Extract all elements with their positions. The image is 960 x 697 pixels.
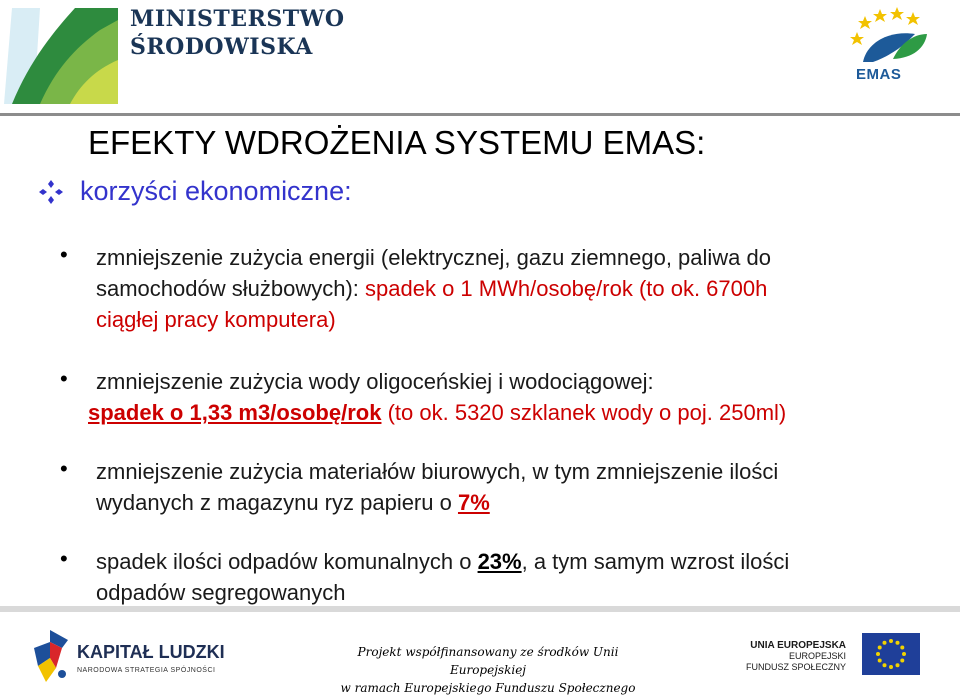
item-line: ciągłej pracy komputera) (96, 307, 336, 332)
eu-star-icon (896, 641, 900, 645)
kapital-ludzki-logo-icon (28, 628, 72, 684)
header-divider (0, 113, 960, 116)
eu-label-line: EUROPEJSKI (789, 651, 847, 661)
item-line: odpadów segregowanych (96, 580, 346, 605)
highlight-value: 7% (457, 490, 490, 515)
item-text: , a tym samym wzrost ilości (521, 549, 790, 574)
subtitle (38, 176, 352, 207)
diamond-bullet-icon (38, 179, 64, 205)
list-item (88, 366, 787, 428)
item-text: (to ok. 5320 szklanek wody o poj. 250ml) (381, 400, 787, 425)
eu-star-icon (883, 641, 887, 645)
eu-label-line: FUNDUSZ SPOŁECZNY (746, 662, 847, 672)
eu-star-icon (889, 665, 893, 669)
item-line (96, 273, 771, 304)
item-text: wydanych z magazynu ryz papieru o (96, 490, 458, 515)
eu-star-icon (878, 659, 882, 663)
eu-star-icon (900, 646, 904, 650)
item-line: zmniejszenie zużycia materiałów biurowych, w tym zmniejszenie ilości (96, 459, 779, 484)
item-line (96, 487, 778, 518)
item-line (96, 546, 789, 577)
project-note-line: w ramach Europejskiego Funduszu Społecznego (340, 681, 636, 695)
ministry-name-line2: ŚRODOWISKA (130, 34, 313, 60)
highlight-value: 23% (477, 549, 522, 574)
eu-flag-icon (862, 633, 920, 675)
kapital-ludzki-subtitle: NARODOWA STRATEGIA SPÓJNOŚCI (77, 667, 216, 674)
eu-star-icon (889, 639, 893, 643)
project-note (318, 643, 658, 697)
eu-star-icon (878, 646, 882, 650)
eu-label-line: UNIA EUROPEJSKA (750, 640, 847, 651)
eu-star-icon (876, 652, 880, 656)
eu-star-icon (902, 652, 906, 656)
ministry-name-line1: MINISTERSTWO (130, 6, 345, 32)
slide-title: EFEKTY WDROŻENIA SYSTEMU EMAS: (88, 124, 706, 161)
eu-fund-label (746, 640, 846, 673)
ministry-logo (0, 0, 345, 108)
highlight-value: spadek o 1 MWh/osobę/rok (365, 276, 633, 301)
kapital-ludzki-title: KAPITAŁ LUDZKI (77, 642, 225, 662)
item-line: zmniejszenie zużycia wody oligoceńskiej i wodociągowej: (96, 369, 654, 394)
eu-star-icon (900, 659, 904, 663)
list-item (96, 242, 771, 335)
list-item (96, 456, 778, 518)
subtitle-text: korzyści ekonomiczne: (80, 176, 352, 206)
bullet-icon: • (60, 546, 68, 571)
bullet-icon: • (60, 456, 68, 481)
eu-star-icon (896, 663, 900, 667)
footer-divider (0, 606, 960, 612)
item-text: samochodów służbowych): (96, 276, 366, 301)
item-line: zmniejszenie zużycia energii (elektrycznej, gazu ziemnego, paliwa do (96, 245, 771, 270)
list-item (96, 546, 789, 608)
emas-label: EMAS (856, 66, 902, 83)
item-line (88, 397, 786, 428)
item-text: (to ok. 6700h (632, 276, 768, 301)
bullet-icon: • (60, 366, 68, 391)
bullet-icon: • (60, 242, 68, 267)
item-text: spadek ilości odpadów komunalnych o (96, 549, 478, 574)
eu-star-icon (883, 663, 887, 667)
project-note-line: Projekt współfinansowany ze środków Unii Europejskiej (357, 645, 619, 677)
ministry-emblem-icon (0, 0, 120, 108)
highlight-value: spadek o 1,33 m3/osobę/rok (88, 400, 382, 425)
